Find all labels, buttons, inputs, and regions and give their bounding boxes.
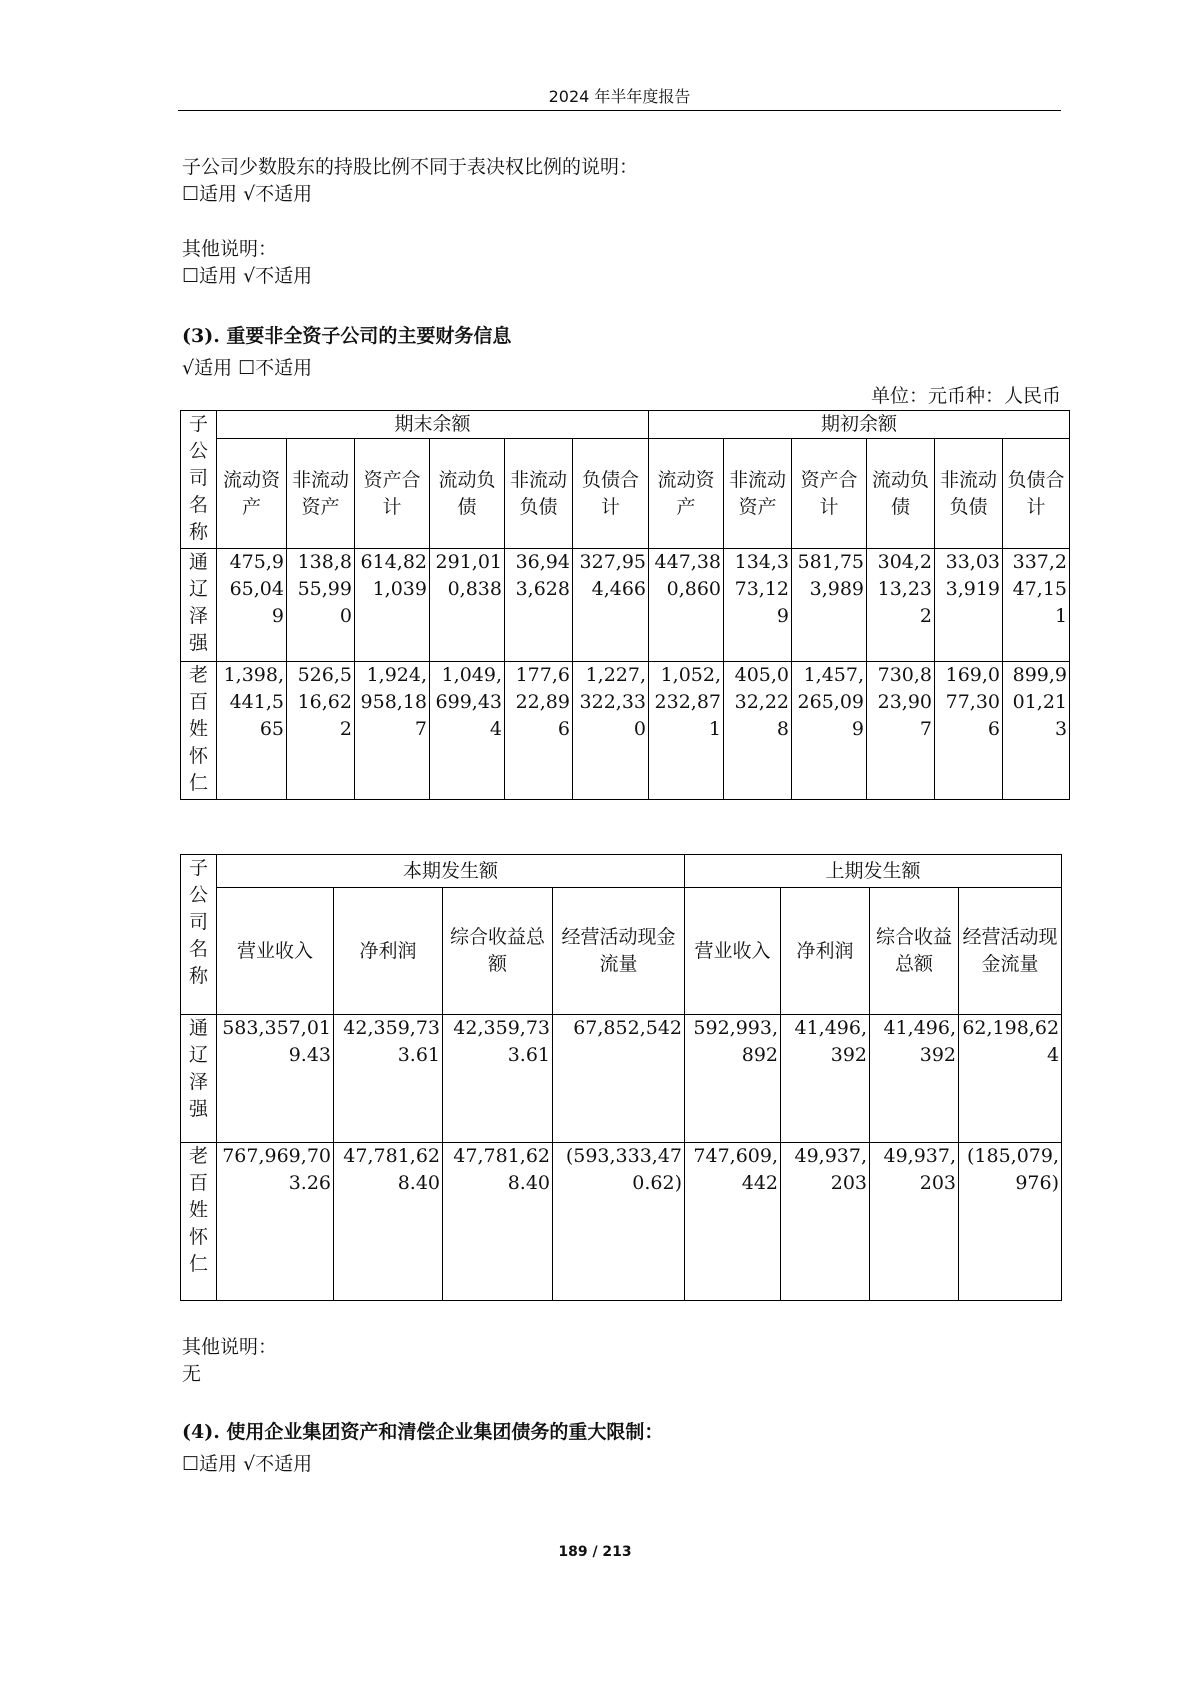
other-note-label-2: 其他说明：	[182, 1336, 278, 1358]
table-cell: 1,052,232,871	[649, 662, 724, 800]
subsidiary-name: 老百姓怀仁	[181, 662, 217, 800]
column-header: 营业收入	[685, 888, 781, 1015]
other-note-label-1: 其他说明：	[182, 238, 278, 260]
table-cell: 49,937,203	[781, 1143, 870, 1301]
table-cell: 41,496,392	[870, 1015, 959, 1143]
subsidiary-name: 通辽泽强	[181, 1015, 217, 1143]
table-cell: (185,079,976)	[959, 1143, 1062, 1301]
column-header: 综合收益总额	[443, 888, 553, 1015]
table-cell: 47,781,628.40	[334, 1143, 443, 1301]
table-row	[181, 1143, 1062, 1301]
other-note-text-2: 无	[182, 1363, 202, 1385]
column-header: 净利润	[334, 888, 443, 1015]
column-header: 净利润	[781, 888, 870, 1015]
column-header: 流动资产	[217, 439, 287, 549]
table-cell: 899,901,213	[1003, 662, 1070, 800]
column-header: 资产合计	[792, 439, 867, 549]
balance-table	[180, 410, 1070, 800]
column-header: 综合收益总额	[870, 888, 959, 1015]
table-cell: 405,032,228	[724, 662, 792, 800]
table-cell: 49,937,203	[870, 1143, 959, 1301]
table-cell: 1,398,441,565	[217, 662, 287, 800]
table-cell: (593,333,470.62)	[553, 1143, 685, 1301]
table-cell: 730,823,907	[867, 662, 935, 800]
table-cell: 36,943,628	[505, 549, 573, 662]
column-header: 经营活动现金流量	[959, 888, 1062, 1015]
page-number: 189 / 213	[558, 1544, 632, 1560]
table-cell: 41,496,392	[781, 1015, 870, 1143]
column-header: 非流动负债	[935, 439, 1003, 549]
table-cell: 134,373,129	[724, 549, 792, 662]
table-cell: 327,954,466	[573, 549, 649, 662]
table-cell: 592,993,892	[685, 1015, 781, 1143]
table-cell: 767,969,703.26	[217, 1143, 334, 1301]
table-cell: 447,380,860	[649, 549, 724, 662]
minority-ratio-text: 子公司少数股东的持股比例不同于表决权比例的说明：	[182, 156, 639, 178]
column-header: 非流动资产	[287, 439, 355, 549]
column-header: 非流动资产	[724, 439, 792, 549]
table-cell: 33,033,919	[935, 549, 1003, 662]
column-header: 流动负债	[867, 439, 935, 549]
currency-unit: 单位：元币种：人民币	[870, 385, 1061, 407]
column-header: 流动资产	[649, 439, 724, 549]
subsidiary-name-header: 子公司名称	[181, 855, 217, 1015]
table-cell: 1,049,699,434	[430, 662, 505, 800]
table-cell: 62,198,624	[959, 1015, 1062, 1143]
table-cell: 614,821,039	[355, 549, 430, 662]
prior-period-header: 上期发生额	[685, 855, 1062, 888]
column-header: 负债合计	[1003, 439, 1070, 549]
subsidiary-name-header: 子公司名称	[181, 411, 217, 549]
header-divider	[178, 110, 1061, 111]
table-cell: 177,622,896	[505, 662, 573, 800]
table-cell: 291,010,838	[430, 549, 505, 662]
section4-option: ☐适用 √不适用	[182, 1453, 313, 1475]
period-end-header: 期末余额	[217, 411, 649, 439]
table-cell: 526,516,622	[287, 662, 355, 800]
column-header: 非流动负债	[505, 439, 573, 549]
column-header: 资产合计	[355, 439, 430, 549]
table-cell: 337,247,151	[1003, 549, 1070, 662]
table-cell: 747,609,442	[685, 1143, 781, 1301]
table-cell: 1,457,265,099	[792, 662, 867, 800]
income-table	[180, 854, 1062, 1301]
column-header: 流动负债	[430, 439, 505, 549]
table-cell: 583,357,019.43	[217, 1015, 334, 1143]
subsidiary-name: 老百姓怀仁	[181, 1143, 217, 1301]
table-cell: 304,213,232	[867, 549, 935, 662]
column-header: 经营活动现金流量	[553, 888, 685, 1015]
table-row	[181, 549, 1070, 662]
table-row	[181, 1015, 1062, 1143]
section4-title: (4). 使用企业集团资产和清偿企业集团债务的重大限制：	[182, 1421, 664, 1443]
section3-title: (3). 重要非全资子公司的主要财务信息	[182, 325, 512, 347]
table-cell: 581,753,989	[792, 549, 867, 662]
table-row	[181, 662, 1070, 800]
other-note-option-1: ☐适用 √不适用	[182, 265, 313, 287]
subsidiary-name: 通辽泽强	[181, 549, 217, 662]
table-cell: 169,077,306	[935, 662, 1003, 800]
column-header: 负债合计	[573, 439, 649, 549]
table-cell: 47,781,628.40	[443, 1143, 553, 1301]
table-cell: 42,359,733.61	[334, 1015, 443, 1143]
minority-ratio-option: ☐适用 √不适用	[182, 183, 313, 205]
table-cell: 475,965,049	[217, 549, 287, 662]
period-begin-header: 期初余额	[649, 411, 1070, 439]
page-header: 2024 年半年度报告	[548, 87, 691, 106]
current-period-header: 本期发生额	[217, 855, 685, 888]
table-cell: 1,227,322,330	[573, 662, 649, 800]
table-cell: 67,852,542	[553, 1015, 685, 1143]
table-cell: 1,924,958,187	[355, 662, 430, 800]
section3-option: √适用 ☐不适用	[182, 357, 313, 379]
table-cell: 42,359,733.61	[443, 1015, 553, 1143]
table-cell: 138,855,990	[287, 549, 355, 662]
column-header: 营业收入	[217, 888, 334, 1015]
